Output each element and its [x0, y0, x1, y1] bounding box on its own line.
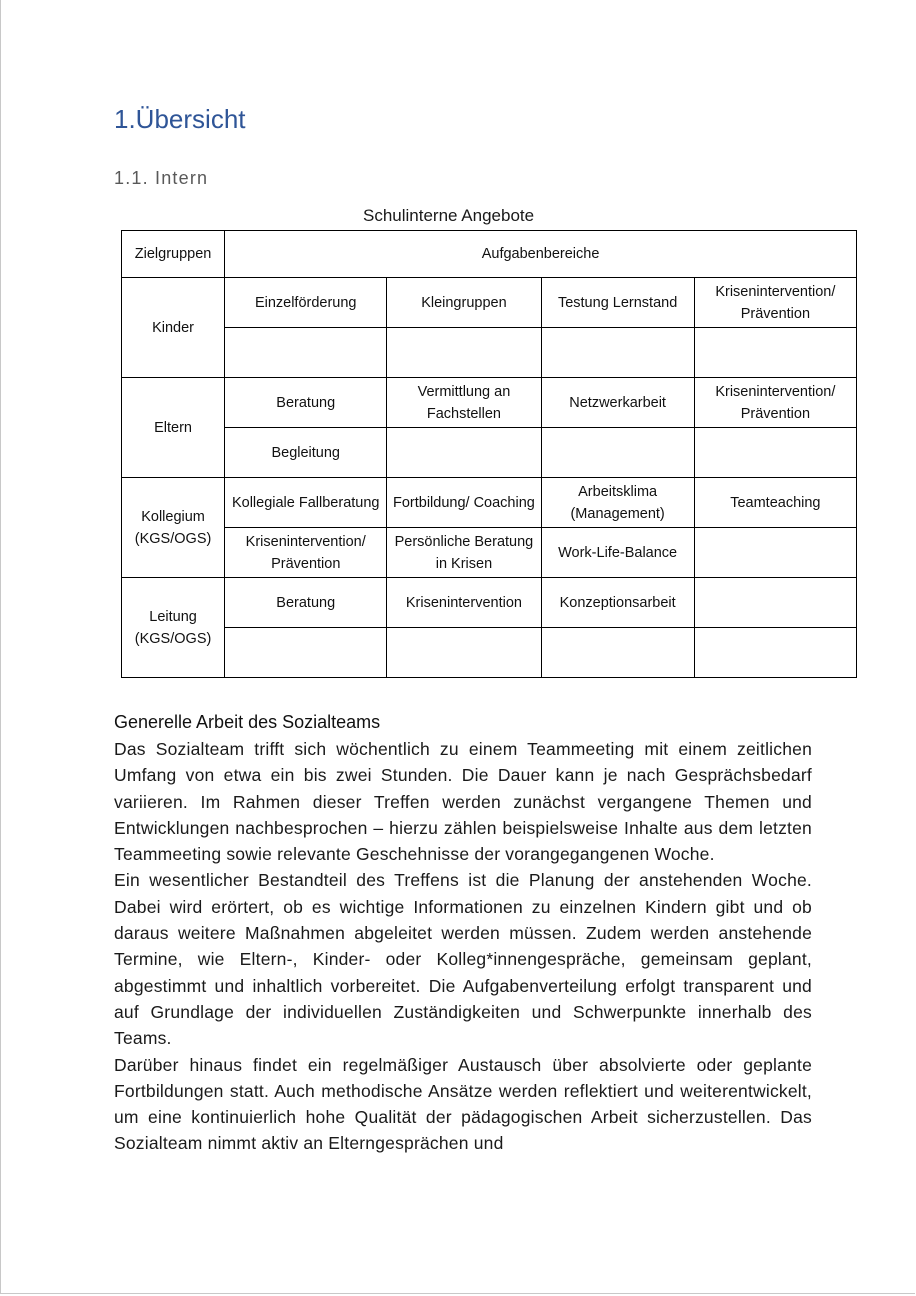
table-cell: [541, 328, 694, 378]
table-row: [122, 478, 857, 528]
table-cell: Teamteaching: [694, 478, 856, 528]
heading-intern: 1.1. Intern: [114, 168, 209, 188]
table-cell: Krisenintervention/ Prävention: [694, 378, 856, 428]
table-cell: Work-Life-Balance: [541, 528, 694, 578]
paragraph: Ein wesentlicher Bestandteil des Treffens ist die Planung der anstehenden Woche. Dabei wird erörtert, ob es wichtige Informationen zu einzelnen Kindern gibt und ob daraus weitere Maßnahmen abgeleitet werden müssen. Zudem werden anstehende Termine, wie Eltern-, Kinder- oder Kolleg*innengespräche, gemeinsam geplant, abgestimmt und inhaltlich vorbereitet. Die Aufgabenverteilung erfolgt transparent und auf Grundlage der individuellen Zuständigkeiten und Schwerpunkte innerhalb des Teams.: [114, 870, 812, 1049]
table-row: [122, 528, 857, 578]
table-cell: Beratung: [225, 578, 387, 628]
table-cell: [225, 628, 387, 678]
table-cell: Fortbildung/ Coaching: [387, 478, 541, 528]
table-row: [122, 428, 857, 478]
table-cell: Beratung: [225, 378, 387, 428]
table-cell: Netzwerkarbeit: [541, 378, 694, 428]
table-cell: [694, 528, 856, 578]
table-row: [122, 578, 857, 628]
table-row: [122, 628, 857, 678]
table-cell: Krisenintervention: [387, 578, 541, 628]
paragraph: Das Sozialteam trifft sich wöchentlich zu einem Teammeeting mit einem zeitlichen Umfang von etwa ein bis zwei Stunden. Die Dauer kann je nach Gesprächsbedarf variieren. Im Rahmen dieser Treffen werden zunächst vergangene Themen und Entwicklungen nachbesprochen – hierzu zählen beispielsweise Inhalte aus dem letzten Teammeeting sowie relevante Geschehnisse der vorangegangenen Woche.: [114, 739, 812, 865]
table-row: [122, 278, 857, 328]
table-header-row: [122, 231, 857, 278]
table-cell: Arbeitsklima (Management): [541, 478, 694, 528]
table-cell: [541, 428, 694, 478]
table-cell: Konzeptionsarbeit: [541, 578, 694, 628]
header-aufgabenbereiche: Aufgabenbereiche: [225, 231, 857, 278]
table-cell: Begleitung: [225, 428, 387, 478]
heading-uebersicht: 1.Übersicht: [114, 104, 246, 134]
table-cell: Krisenintervention/ Prävention: [225, 528, 387, 578]
paragraph: Darüber hinaus findet ein regelmäßiger Austausch über absolvierte oder geplante Fortbildungen statt. Auch methodische Ansätze werden reflektiert und weiterentwickelt, um eine kontinuierlich hohe Qualität der pädagogischen Arbeit sicherzustellen. Das Sozialteam nimmt aktiv an Elterngesprächen und: [114, 1054, 812, 1154]
group-label-eltern: Eltern: [122, 378, 225, 478]
group-label-leitung: Leitung (KGS/OGS): [122, 578, 225, 678]
table-cell: Kollegiale Fallberatung: [225, 478, 387, 528]
table-cell: [694, 578, 856, 628]
table-cell: Vermittlung an Fachstellen: [387, 378, 541, 428]
table-cell: [387, 628, 541, 678]
table-caption: Schulinterne Angebote: [363, 206, 535, 225]
table-cell: [694, 628, 856, 678]
group-label-kinder: Kinder: [122, 278, 225, 378]
table-row: [122, 378, 857, 428]
table-cell: Einzelförderung: [225, 278, 387, 328]
table-cell: Kleingruppen: [387, 278, 541, 328]
table-cell: Krisenintervention/ Prävention: [694, 278, 856, 328]
body-text: [114, 736, 812, 1157]
table-cell: [387, 328, 541, 378]
offers-table: [121, 230, 857, 678]
table-row: [122, 328, 857, 378]
table-cell: Testung Lernstand: [541, 278, 694, 328]
table-cell: [694, 328, 856, 378]
table-cell: Persönliche Beratung in Krisen: [387, 528, 541, 578]
group-label-kollegium: Kollegium (KGS/OGS): [122, 478, 225, 578]
table-cell: [387, 428, 541, 478]
header-zielgruppen: Zielgruppen: [122, 231, 225, 278]
table-cell: [225, 328, 387, 378]
table-cell: [694, 428, 856, 478]
section-title: Generelle Arbeit des Sozialteams: [114, 712, 381, 732]
table-cell: [541, 628, 694, 678]
